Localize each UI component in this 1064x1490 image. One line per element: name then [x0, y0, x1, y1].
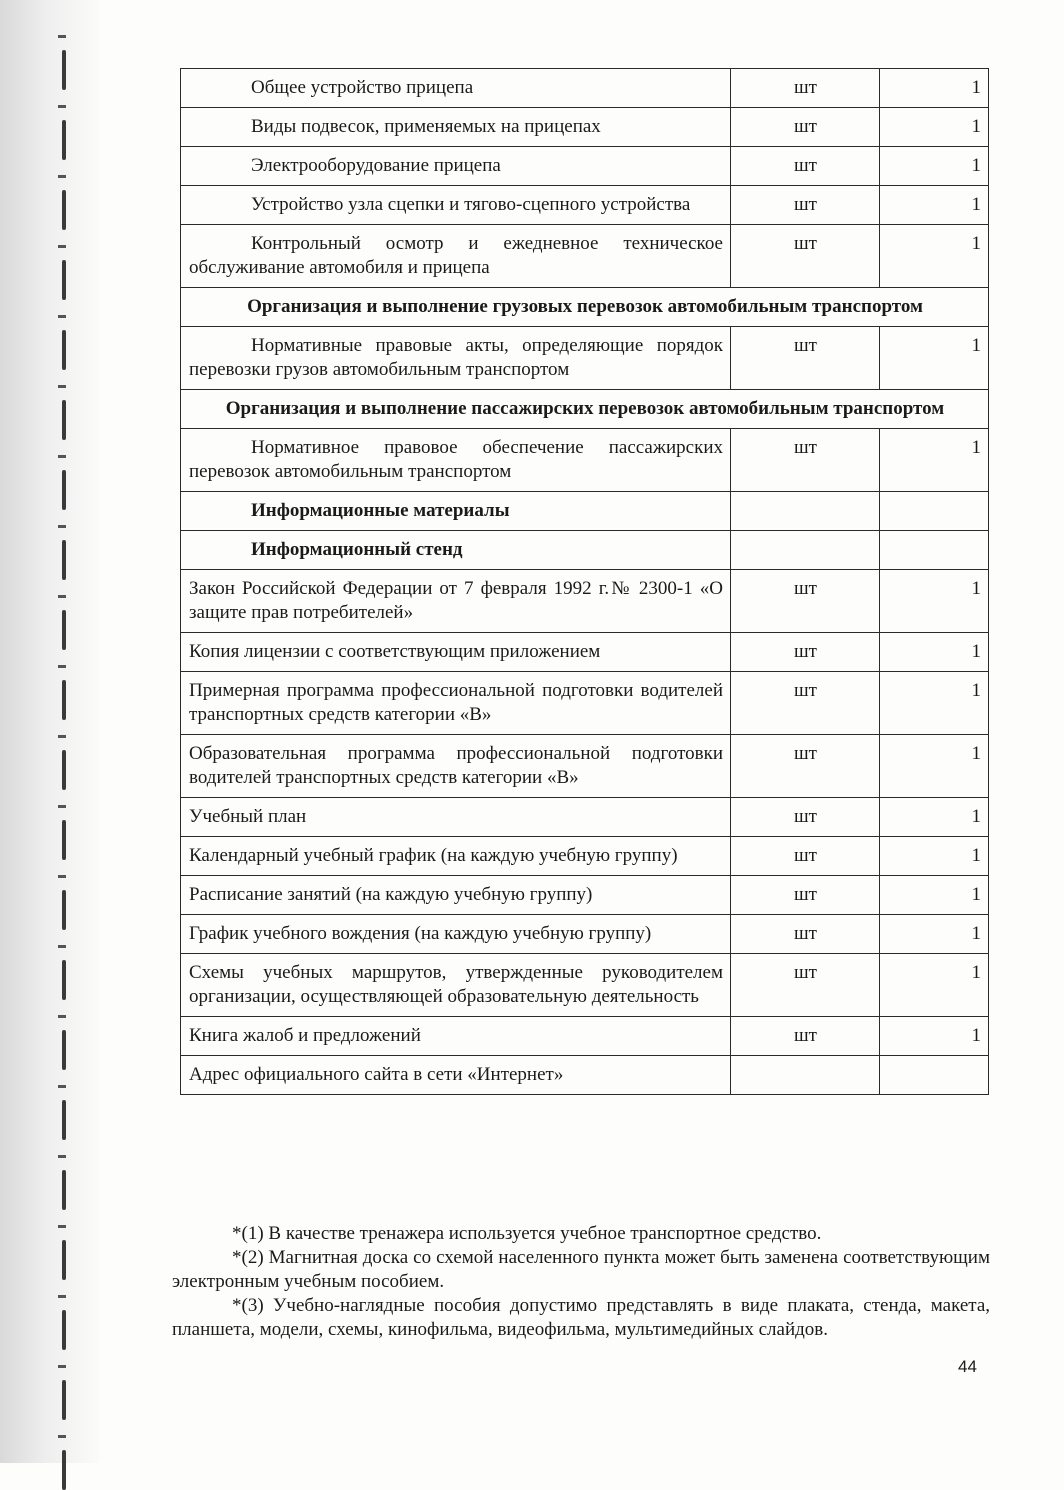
item-unit: шт — [731, 225, 880, 288]
binding-hole — [62, 50, 66, 90]
item-quantity: 1 — [880, 147, 989, 186]
item-name: Схемы учебных маршрутов, утвержденные руководителем организации, осуществляющей образовательную деятельность — [181, 954, 731, 1017]
binding-hole — [62, 1310, 66, 1350]
binding-tick — [58, 595, 66, 598]
item-quantity: 1 — [880, 225, 989, 288]
item-quantity: 1 — [880, 837, 989, 876]
item-quantity: 1 — [880, 327, 989, 390]
binding-hole — [62, 1100, 66, 1140]
table-row — [181, 837, 989, 876]
binding-hole — [62, 820, 66, 860]
item-quantity: 1 — [880, 570, 989, 633]
table-row — [181, 633, 989, 672]
item-quantity: 1 — [880, 1017, 989, 1056]
item-unit: шт — [731, 1017, 880, 1056]
table-row — [181, 876, 989, 915]
item-name: Учебный план — [181, 798, 731, 837]
binding-tick — [58, 945, 66, 948]
footnotes — [172, 1222, 990, 1342]
binding-tick — [58, 315, 66, 318]
item-unit: шт — [731, 672, 880, 735]
binding-hole — [62, 1450, 66, 1490]
table-row — [181, 225, 989, 288]
item-unit: шт — [731, 147, 880, 186]
binding-tick — [58, 1015, 66, 1018]
item-unit — [731, 531, 880, 570]
item-name: Расписание занятий (на каждую учебную группу) — [181, 876, 731, 915]
binding-hole — [62, 750, 66, 790]
item-unit: шт — [731, 915, 880, 954]
footnote: *(2) Магнитная доска со схемой населенного пункта может быть заменена соответствующим электронным учебным пособием. — [172, 1247, 990, 1292]
item-quantity — [880, 1056, 989, 1095]
binding-hole — [62, 610, 66, 650]
item-quantity: 1 — [880, 69, 989, 108]
item-name: Виды подвесок, применяемых на прицепах — [181, 108, 731, 147]
item-name: Копия лицензии с соответствующим приложением — [181, 633, 731, 672]
binding-tick — [58, 665, 66, 668]
item-unit — [731, 1056, 880, 1095]
binding-hole — [62, 890, 66, 930]
binding-tick — [58, 455, 66, 458]
table-row — [181, 570, 989, 633]
item-unit: шт — [731, 954, 880, 1017]
binding-tick — [58, 1435, 66, 1438]
binding-strip — [0, 0, 100, 1463]
item-unit: шт — [731, 108, 880, 147]
binding-hole — [62, 1170, 66, 1210]
binding-tick — [58, 1365, 66, 1368]
table-row — [181, 186, 989, 225]
binding-hole — [62, 1380, 66, 1420]
item-quantity: 1 — [880, 798, 989, 837]
table-row — [181, 672, 989, 735]
item-quantity — [880, 531, 989, 570]
item-quantity: 1 — [880, 876, 989, 915]
item-name: Закон Российской Федерации от 7 февраля 1992 г.№ 2300-1 «О защите прав потребителей» — [181, 570, 731, 633]
table-row — [181, 954, 989, 1017]
binding-hole — [62, 330, 66, 370]
binding-hole — [62, 260, 66, 300]
table-row — [181, 735, 989, 798]
table-row — [181, 108, 989, 147]
binding-tick — [58, 1225, 66, 1228]
section-row — [181, 288, 989, 327]
item-unit: шт — [731, 837, 880, 876]
page-number: 44 — [958, 1357, 977, 1376]
item-quantity: 1 — [880, 735, 989, 798]
item-quantity: 1 — [880, 429, 989, 492]
item-unit: шт — [731, 798, 880, 837]
footnote: *(1) В качестве тренажера используется учебное транспортное средство. — [232, 1223, 822, 1244]
table-row — [181, 915, 989, 954]
binding-hole — [62, 540, 66, 580]
table-row — [181, 1017, 989, 1056]
item-quantity: 1 — [880, 954, 989, 1017]
section-heading: Организация и выполнение пассажирских перевозок автомобильным транспортом — [181, 390, 989, 429]
binding-tick — [58, 175, 66, 178]
item-quantity: 1 — [880, 915, 989, 954]
binding-hole — [62, 960, 66, 1000]
binding-tick — [58, 875, 66, 878]
binding-tick — [58, 735, 66, 738]
item-name: Примерная программа профессиональной подготовки водителей транспортных средств категории «В» — [181, 672, 731, 735]
item-name: Нормативные правовые акты, определяющие порядок перевозки грузов автомобильным транспортом — [181, 327, 731, 390]
item-quantity: 1 — [880, 633, 989, 672]
item-name: Образовательная программа профессиональной подготовки водителей транспортных средств категории «В» — [181, 735, 731, 798]
item-unit: шт — [731, 735, 880, 798]
table-row — [181, 69, 989, 108]
item-quantity: 1 — [880, 672, 989, 735]
table-row — [181, 798, 989, 837]
item-name: Устройство узла сцепки и тягово-сцепного устройства — [181, 186, 731, 225]
binding-tick — [58, 1155, 66, 1158]
binding-hole — [62, 400, 66, 440]
binding-hole — [62, 190, 66, 230]
binding-hole — [62, 680, 66, 720]
item-unit: шт — [731, 570, 880, 633]
item-unit: шт — [731, 633, 880, 672]
subheading-row — [181, 531, 989, 570]
table-row — [181, 147, 989, 186]
item-quantity: 1 — [880, 108, 989, 147]
subheading: Информационный стенд — [181, 531, 731, 570]
binding-tick — [58, 35, 66, 38]
item-unit: шт — [731, 186, 880, 225]
section-heading: Организация и выполнение грузовых перевозок автомобильным транспортом — [181, 288, 989, 327]
item-name: Нормативное правовое обеспечение пассажирских перевозок автомобильным транспортом — [181, 429, 731, 492]
item-name: Электрооборудование прицепа — [181, 147, 731, 186]
subheading: Информационные материалы — [181, 492, 731, 531]
item-quantity: 1 — [880, 186, 989, 225]
item-name: Контрольный осмотр и ежедневное техническое обслуживание автомобиля и прицепа — [181, 225, 731, 288]
binding-tick — [58, 105, 66, 108]
section-row — [181, 390, 989, 429]
table-row — [181, 1056, 989, 1095]
item-name: Книга жалоб и предложений — [181, 1017, 731, 1056]
subheading-row — [181, 492, 989, 531]
binding-hole — [62, 470, 66, 510]
item-unit — [731, 492, 880, 531]
item-unit: шт — [731, 327, 880, 390]
table-row — [181, 327, 989, 390]
binding-tick — [58, 385, 66, 388]
item-unit: шт — [731, 69, 880, 108]
footnote: *(3) Учебно-наглядные пособия допустимо представлять в виде плаката, стенда, макета, планшета, модели, схемы, кинофильма, видеофильма, мультимедийных слайдов. — [172, 1295, 990, 1340]
binding-tick — [58, 245, 66, 248]
item-name: Адрес официального сайта в сети «Интернет» — [181, 1056, 731, 1095]
item-name: Общее устройство прицепа — [181, 69, 731, 108]
binding-hole — [62, 1030, 66, 1070]
binding-tick — [58, 1085, 66, 1088]
binding-tick — [58, 805, 66, 808]
binding-tick — [58, 1295, 66, 1298]
item-unit: шт — [731, 876, 880, 915]
table-row — [181, 429, 989, 492]
binding-tick — [58, 525, 66, 528]
item-name: Календарный учебный график (на каждую учебную группу) — [181, 837, 731, 876]
binding-hole — [62, 1240, 66, 1280]
equipment-table — [180, 68, 989, 1095]
binding-hole — [62, 120, 66, 160]
item-unit: шт — [731, 429, 880, 492]
item-quantity — [880, 492, 989, 531]
item-name: График учебного вождения (на каждую учебную группу) — [181, 915, 731, 954]
